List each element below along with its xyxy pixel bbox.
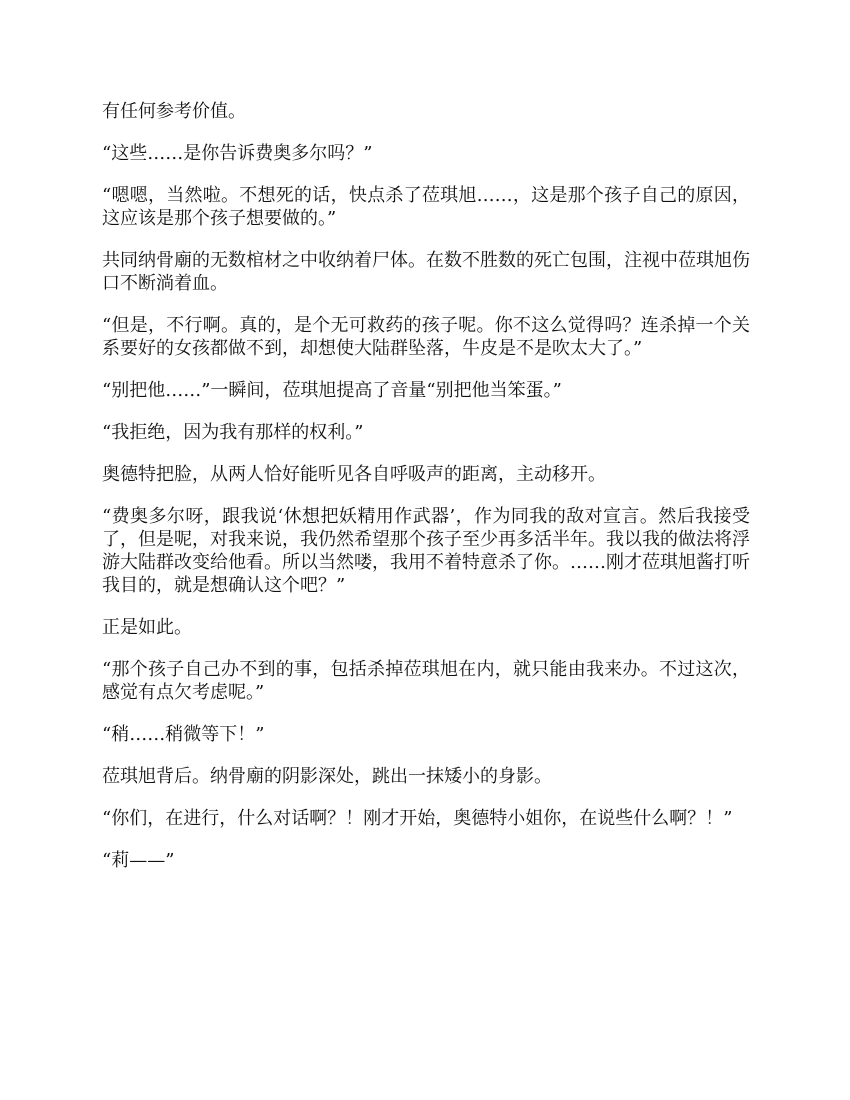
paragraph: 正是如此。 [102,617,192,638]
paragraph: “费奥多尔呀，跟我说‘休想把妖精用作武器’，作为同我的敌对宣言。然后我接受了，但是呢，对我来说，我仍然希望那个孩子至少再多活半年。我以我的做法将浮游大陆群改变给他看。所以当然喽，我用不着特意杀了你。……刚才莅琪旭酱打听我目的，就是想确认这个吧？” [102,506,750,596]
paragraph: “稍……稍微等下！” [102,724,265,745]
paragraph: “我拒绝，因为我有那样的权利。” [102,422,364,443]
paragraph: “你们，在进行，什么对话啊？！刚才开始，奥德特小姐你，在说些什么啊？！” [102,808,733,829]
paragraph: 奥德特把脸，从两人恰好能听见各自呼吸声的距离，主动移开。 [102,464,606,485]
paragraph: “莉——” [102,850,175,871]
paragraph: “那个孩子自己办不到的事，包括杀掉莅琪旭在内，就只能由我来办。不过这次，感觉有点欠考虑呢。” [102,659,750,703]
paragraph: “这些……是你告诉费奥多尔吗？” [102,143,373,164]
paragraph: “但是，不行啊。真的，是个无可救药的孩子呢。你不这么觉得吗？连杀掉一个关系要好的女孩都做不到，却想使大陆群坠落，牛皮是不是吹太大了。” [102,315,750,359]
paragraph: “嗯嗯，当然啦。不想死的话，快点杀了莅琪旭……，这是那个孩子自己的原因，这应该是那个孩子想要做的。” [102,185,750,229]
paragraph: 共同纳骨廟的无数棺材之中收纳着尸体。在数不胜数的死亡包围，注视中莅琪旭伤口不断淌着血。 [102,250,750,294]
paragraph: “别把他……”一瞬间，莅琪旭提高了音量“别把他当笨蛋。” [102,380,562,401]
paragraph: 有任何参考价值。 [102,101,246,122]
paragraph: 莅琪旭背后。纳骨廟的阴影深处，跳出一抹矮小的身影。 [102,766,552,787]
